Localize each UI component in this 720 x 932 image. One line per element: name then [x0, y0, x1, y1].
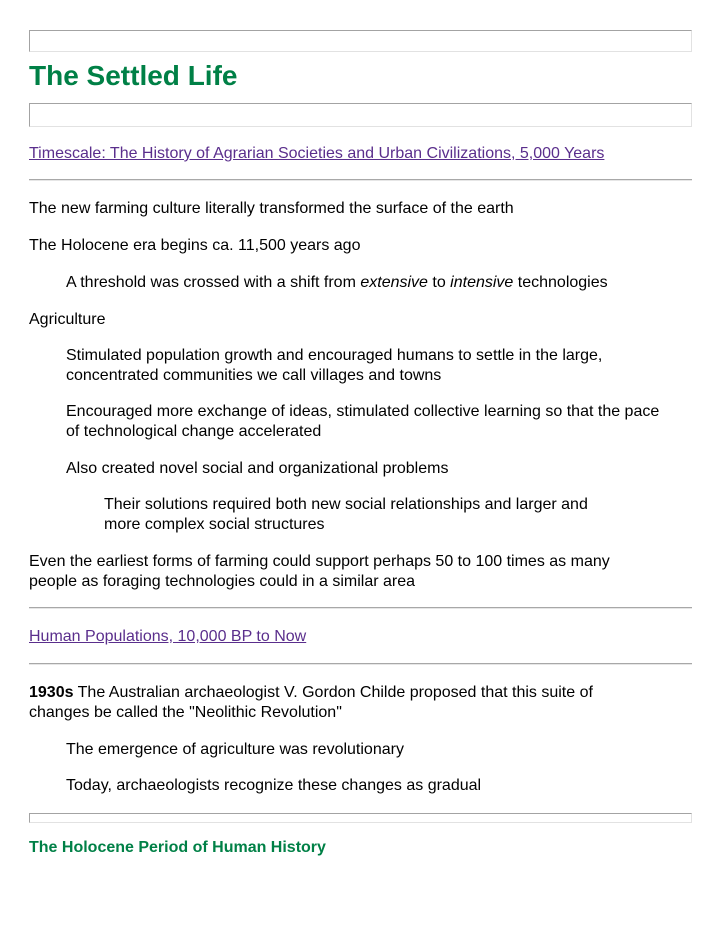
- timescale-link[interactable]: Timescale: The History of Agrarian Societies and Urban Civilizations, 5,000 Years: [29, 145, 605, 162]
- neolithic-text: The Australian archaeologist V. Gordon Childe proposed that this suite of changes be called the "Neolithic Revolution": [29, 684, 593, 721]
- top-frame-box: [29, 30, 692, 52]
- paragraph-threshold: [66, 273, 686, 293]
- threshold-text-3: technologies: [513, 274, 608, 291]
- threshold-intensive: intensive: [450, 274, 514, 291]
- divider-1: [29, 179, 692, 181]
- population-link[interactable]: Human Populations, 10,000 BP to Now: [29, 628, 307, 645]
- paragraph-holocene-era: The Holocene era begins ca. 11,500 years ago: [29, 237, 361, 254]
- section-heading: The Holocene Period of Human History: [29, 839, 326, 856]
- divider-2: [29, 607, 692, 609]
- threshold-text-1: A threshold was crossed with a shift from: [66, 274, 361, 291]
- bottom-frame-box: [29, 813, 692, 823]
- paragraph-agriculture: Agriculture: [29, 311, 106, 328]
- paragraph-social-problems: Also created novel social and organizational problems: [66, 460, 449, 477]
- paragraph-exchange-ideas: Encouraged more exchange of ideas, stimulated collective learning so that the pace of technological change accelerated: [66, 403, 660, 440]
- threshold-text-2: to: [427, 274, 451, 291]
- page-title: The Settled Life: [29, 60, 238, 91]
- neolithic-year: 1930s: [29, 684, 74, 701]
- paragraph-neolithic: [29, 683, 649, 723]
- threshold-extensive: extensive: [360, 274, 428, 291]
- paragraph-farming-support: Even the earliest forms of farming could support perhaps 50 to 100 times as many people as foraging technologies could in a similar area: [29, 553, 610, 590]
- divider-3: [29, 663, 692, 665]
- title-frame-box: [29, 103, 692, 127]
- paragraph-revolutionary: The emergence of agriculture was revolutionary: [66, 741, 404, 758]
- paragraph-population-growth: Stimulated population growth and encouraged humans to settle in the large, concentrated communities we call villages and towns: [66, 347, 603, 384]
- paragraph-farming-culture: The new farming culture literally transformed the surface of the earth: [29, 200, 514, 217]
- paragraph-social-structures: Their solutions required both new social relationships and larger and more complex social structures: [104, 496, 588, 533]
- paragraph-gradual: Today, archaeologists recognize these changes as gradual: [66, 777, 482, 794]
